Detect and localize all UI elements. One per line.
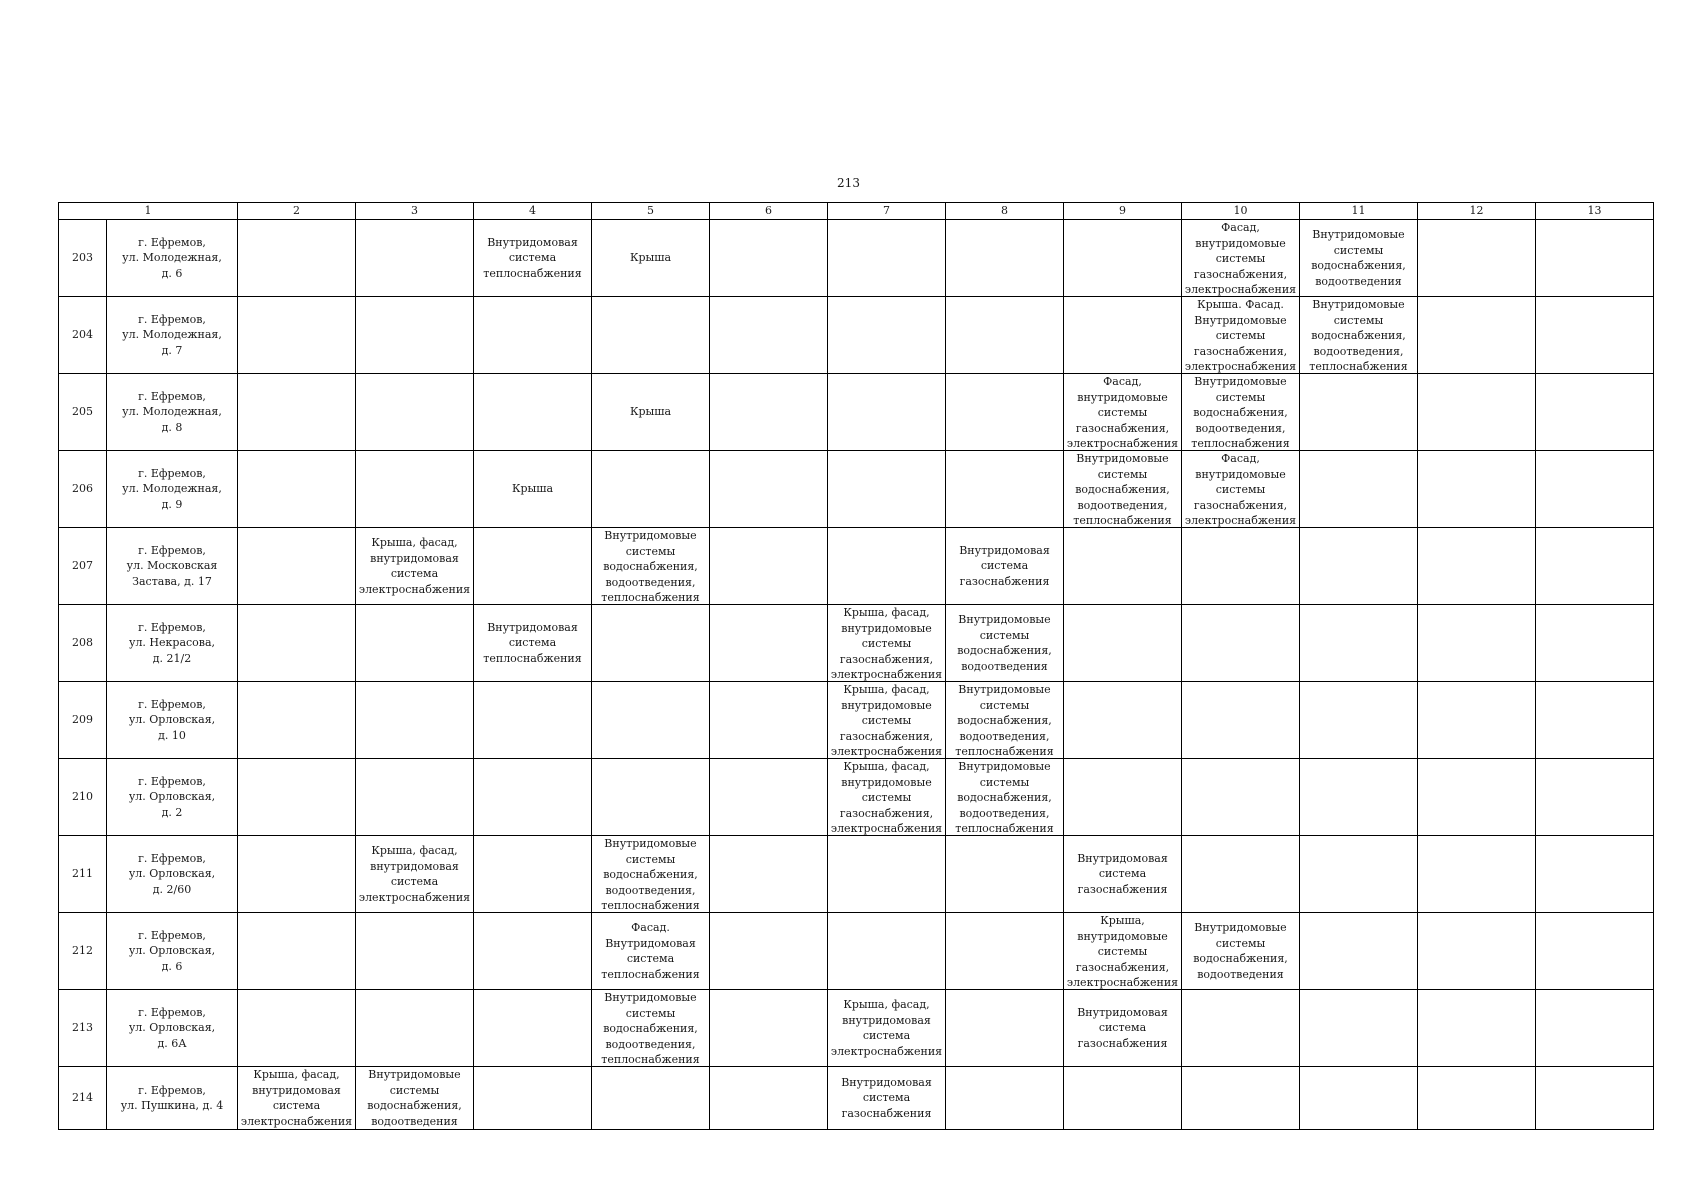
cell-text: Крыша [511, 482, 554, 496]
cell-col-9 [1064, 297, 1182, 374]
cell-col-5 [592, 990, 710, 1067]
cell-col-4 [474, 836, 592, 913]
cell-text: г. Ефремов, ул. Молодежная, д. 8 [122, 389, 222, 434]
table-row [59, 759, 1654, 836]
cell-col-5 [592, 682, 710, 759]
row-number-cell [59, 682, 107, 759]
column-header-11: 11 [1300, 203, 1418, 220]
cell-col-6 [710, 682, 828, 759]
cell-col-3 [356, 913, 474, 990]
cell-col-4 [474, 682, 592, 759]
cell-text: Крыша, внутридомовые системы газоснабжения, электроснабжения [1066, 914, 1179, 989]
cell-col-8 [946, 528, 1064, 605]
cell-col-12 [1418, 1067, 1536, 1130]
cell-text: Крыша. Фасад. Внутридомовые системы газоснабжения, электроснабжения [1184, 298, 1297, 373]
cell-col-4 [474, 759, 592, 836]
cell-col-11 [1300, 1067, 1418, 1130]
cell-col-4 [474, 990, 592, 1067]
cell-col-13 [1536, 605, 1654, 682]
cell-text: Внутридомовая система теплоснабжения [483, 620, 582, 665]
cell-col-10 [1182, 374, 1300, 451]
cell-text: г. Ефремов, ул. Молодежная, д. 7 [122, 312, 222, 357]
cell-col-13 [1536, 374, 1654, 451]
column-header-6: 6 [710, 203, 828, 220]
cell-text: 211 [72, 867, 93, 881]
cell-col-8 [946, 836, 1064, 913]
address-cell [107, 220, 238, 297]
cell-col-6 [710, 1067, 828, 1130]
cell-col-5 [592, 759, 710, 836]
cell-col-7 [828, 1067, 946, 1130]
cell-col-5 [592, 220, 710, 297]
cell-col-5 [592, 605, 710, 682]
cell-col-7 [828, 528, 946, 605]
cell-col-8 [946, 1067, 1064, 1130]
cell-col-6 [710, 913, 828, 990]
cell-col-12 [1418, 220, 1536, 297]
table-row [59, 990, 1654, 1067]
cell-col-13 [1536, 836, 1654, 913]
cell-col-13 [1536, 759, 1654, 836]
table-row [59, 836, 1654, 913]
cell-col-7 [828, 913, 946, 990]
cell-col-9 [1064, 605, 1182, 682]
column-header-7: 7 [828, 203, 946, 220]
cell-col-13 [1536, 220, 1654, 297]
cell-col-4 [474, 220, 592, 297]
cell-col-13 [1536, 682, 1654, 759]
cell-col-3 [356, 220, 474, 297]
cell-text: Крыша, фасад, внутридомовые системы газоснабжения, электроснабжения [830, 683, 943, 758]
cell-col-9 [1064, 1067, 1182, 1130]
cell-col-3 [356, 836, 474, 913]
cell-col-5 [592, 836, 710, 913]
cell-text: 205 [72, 405, 93, 419]
cell-col-2 [238, 836, 356, 913]
cell-text: Крыша [629, 405, 672, 419]
cell-text: Внутридомовые системы водоснабжения, водоотведения [957, 613, 1052, 673]
cell-col-9 [1064, 759, 1182, 836]
cell-text: Фасад, внутридомовые системы газоснабжения, электроснабжения [1184, 221, 1297, 296]
cell-col-3 [356, 759, 474, 836]
cell-text: г. Ефремов, ул. Орловская, д. 6А [128, 1005, 216, 1050]
cell-col-8 [946, 913, 1064, 990]
cell-col-12 [1418, 374, 1536, 451]
cell-col-4 [474, 1067, 592, 1130]
cell-col-9 [1064, 836, 1182, 913]
address-cell [107, 528, 238, 605]
cell-col-6 [710, 990, 828, 1067]
cell-col-11 [1300, 374, 1418, 451]
cell-col-5 [592, 297, 710, 374]
cell-text: Внутридомовые системы водоснабжения, водоотведения, теплоснабжения [1191, 375, 1290, 450]
column-header-3: 3 [356, 203, 474, 220]
row-number-cell [59, 759, 107, 836]
column-header-10: 10 [1182, 203, 1300, 220]
cell-col-12 [1418, 605, 1536, 682]
cell-col-3 [356, 528, 474, 605]
address-cell [107, 913, 238, 990]
repair-schedule-table [58, 202, 1654, 1130]
cell-col-11 [1300, 682, 1418, 759]
cell-col-9 [1064, 528, 1182, 605]
column-header-8: 8 [946, 203, 1064, 220]
cell-col-11 [1300, 990, 1418, 1067]
column-header-13: 13 [1536, 203, 1654, 220]
column-header-12: 12 [1418, 203, 1536, 220]
cell-col-2 [238, 1067, 356, 1130]
cell-text: Внутридомовая система теплоснабжения [483, 235, 582, 280]
cell-col-3 [356, 605, 474, 682]
cell-col-12 [1418, 682, 1536, 759]
cell-col-11 [1300, 836, 1418, 913]
cell-text: г. Ефремов, ул. Орловская, д. 10 [128, 697, 216, 742]
cell-col-13 [1536, 451, 1654, 528]
cell-text: г. Ефремов, ул. Орловская, д. 2/60 [128, 851, 216, 896]
cell-col-13 [1536, 990, 1654, 1067]
cell-col-8 [946, 605, 1064, 682]
cell-col-7 [828, 374, 946, 451]
cell-text: г. Ефремов, ул. Орловская, д. 2 [128, 774, 216, 819]
table-row [59, 605, 1654, 682]
cell-col-9 [1064, 682, 1182, 759]
cell-col-4 [474, 913, 592, 990]
cell-text: г. Ефремов, ул. Некрасова, д. 21/2 [128, 620, 216, 665]
address-cell [107, 297, 238, 374]
cell-text: Внутридомовые системы водоснабжения, водоотведения [1311, 228, 1406, 288]
cell-col-7 [828, 605, 946, 682]
cell-col-12 [1418, 528, 1536, 605]
cell-col-6 [710, 374, 828, 451]
cell-col-8 [946, 297, 1064, 374]
cell-col-6 [710, 836, 828, 913]
cell-text: Внутридомовая система газоснабжения [1077, 851, 1168, 896]
cell-col-2 [238, 605, 356, 682]
cell-text: 209 [72, 713, 93, 727]
cell-col-7 [828, 759, 946, 836]
page-number: 213 [837, 176, 860, 190]
cell-col-12 [1418, 913, 1536, 990]
address-cell [107, 1067, 238, 1130]
cell-col-10 [1182, 759, 1300, 836]
row-number-cell [59, 605, 107, 682]
cell-text: 208 [72, 636, 93, 650]
column-header-2: 2 [238, 203, 356, 220]
cell-col-5 [592, 913, 710, 990]
cell-col-12 [1418, 759, 1536, 836]
cell-text: Внутридомовая система газоснабжения [841, 1075, 932, 1120]
cell-col-8 [946, 759, 1064, 836]
table-row [59, 528, 1654, 605]
row-number-cell [59, 297, 107, 374]
cell-col-3 [356, 297, 474, 374]
cell-text: Внутридомовые системы водоснабжения, водоотведения, теплоснабжения [1309, 298, 1408, 373]
cell-col-7 [828, 297, 946, 374]
cell-col-12 [1418, 836, 1536, 913]
cell-col-6 [710, 605, 828, 682]
cell-col-13 [1536, 528, 1654, 605]
cell-col-4 [474, 451, 592, 528]
address-cell [107, 605, 238, 682]
cell-col-11 [1300, 451, 1418, 528]
cell-col-12 [1418, 297, 1536, 374]
cell-col-10 [1182, 836, 1300, 913]
cell-col-8 [946, 374, 1064, 451]
column-header-9: 9 [1064, 203, 1182, 220]
cell-col-7 [828, 990, 946, 1067]
cell-col-3 [356, 374, 474, 451]
row-number-cell [59, 913, 107, 990]
cell-col-11 [1300, 220, 1418, 297]
cell-col-8 [946, 990, 1064, 1067]
row-number-cell [59, 220, 107, 297]
cell-text: 206 [72, 482, 93, 496]
cell-col-2 [238, 528, 356, 605]
cell-col-7 [828, 682, 946, 759]
cell-col-9 [1064, 913, 1182, 990]
cell-col-2 [238, 451, 356, 528]
cell-text: Крыша [629, 251, 672, 265]
address-cell [107, 451, 238, 528]
cell-col-5 [592, 374, 710, 451]
cell-col-4 [474, 297, 592, 374]
cell-col-10 [1182, 528, 1300, 605]
cell-text: Внутридомовые системы водоснабжения, водоотведения [1193, 921, 1288, 981]
cell-col-2 [238, 297, 356, 374]
cell-col-11 [1300, 297, 1418, 374]
column-header-5: 5 [592, 203, 710, 220]
cell-col-5 [592, 1067, 710, 1130]
cell-text: 214 [72, 1091, 93, 1105]
cell-col-7 [828, 220, 946, 297]
cell-text: Крыша, фасад, внутридомовые системы газоснабжения, электроснабжения [830, 760, 943, 835]
row-number-cell [59, 374, 107, 451]
cell-col-12 [1418, 451, 1536, 528]
row-number-cell [59, 990, 107, 1067]
address-cell [107, 374, 238, 451]
cell-col-2 [238, 913, 356, 990]
cell-text: Внутридомовые системы водоснабжения, водоотведения, теплоснабжения [955, 683, 1054, 758]
table-body [59, 220, 1654, 1130]
row-number-cell [59, 451, 107, 528]
cell-text: Фасад, внутридомовые системы газоснабжения, электроснабжения [1184, 452, 1297, 527]
cell-text: г. Ефремов, ул. Орловская, д. 6 [128, 928, 216, 973]
cell-text: Фасад. Внутридомовая система теплоснабжения [601, 921, 700, 981]
address-cell [107, 759, 238, 836]
cell-col-11 [1300, 605, 1418, 682]
address-cell [107, 836, 238, 913]
cell-text: Внутридомовые системы водоснабжения, водоотведения [367, 1068, 462, 1128]
cell-col-4 [474, 528, 592, 605]
cell-text: Внутридомовая система газоснабжения [1077, 1005, 1168, 1050]
cell-text: г. Ефремов, ул. Московская Застава, д. 17 [126, 543, 218, 588]
cell-text: 207 [72, 559, 93, 573]
cell-text: Внутридомовая система газоснабжения [959, 543, 1050, 588]
cell-text: 204 [72, 328, 93, 342]
cell-col-10 [1182, 682, 1300, 759]
cell-col-3 [356, 990, 474, 1067]
cell-col-10 [1182, 605, 1300, 682]
cell-text: г. Ефремов, ул. Молодежная, д. 6 [122, 235, 222, 280]
column-header-1: 1 [59, 203, 238, 220]
cell-col-7 [828, 451, 946, 528]
cell-col-2 [238, 220, 356, 297]
cell-col-9 [1064, 451, 1182, 528]
cell-col-11 [1300, 528, 1418, 605]
cell-col-7 [828, 836, 946, 913]
column-header-4: 4 [474, 203, 592, 220]
cell-col-9 [1064, 374, 1182, 451]
cell-col-2 [238, 682, 356, 759]
cell-text: Внутридомовые системы водоснабжения, водоотведения, теплоснабжения [601, 837, 700, 912]
cell-col-10 [1182, 297, 1300, 374]
cell-text: 210 [72, 790, 93, 804]
cell-col-10 [1182, 990, 1300, 1067]
table-row [59, 1067, 1654, 1130]
cell-text: г. Ефремов, ул. Молодежная, д. 9 [122, 466, 222, 511]
table-row [59, 220, 1654, 297]
cell-col-3 [356, 451, 474, 528]
table-row [59, 682, 1654, 759]
cell-col-10 [1182, 913, 1300, 990]
cell-col-13 [1536, 297, 1654, 374]
row-number-cell [59, 836, 107, 913]
row-number-cell [59, 1067, 107, 1130]
cell-text: Внутридомовые системы водоснабжения, водоотведения, теплоснабжения [955, 760, 1054, 835]
address-cell [107, 682, 238, 759]
cell-col-6 [710, 297, 828, 374]
cell-col-9 [1064, 220, 1182, 297]
table-row [59, 451, 1654, 528]
cell-text: 212 [72, 944, 93, 958]
cell-text: Внутридомовые системы водоснабжения, водоотведения, теплоснабжения [601, 991, 700, 1066]
cell-col-5 [592, 528, 710, 605]
cell-col-6 [710, 528, 828, 605]
cell-text: Крыша, фасад, внутридомовая система электроснабжения [830, 998, 943, 1058]
cell-text: Крыша, фасад, внутридомовая система электроснабжения [358, 844, 471, 904]
cell-col-2 [238, 374, 356, 451]
cell-text: Крыша, фасад, внутридомовые системы газоснабжения, электроснабжения [830, 606, 943, 681]
cell-col-10 [1182, 220, 1300, 297]
cell-text: 213 [72, 1021, 93, 1035]
cell-col-4 [474, 374, 592, 451]
cell-text: Крыша, фасад, внутридомовая система электроснабжения [358, 536, 471, 596]
cell-col-11 [1300, 913, 1418, 990]
row-number-cell [59, 528, 107, 605]
address-cell [107, 990, 238, 1067]
table-row [59, 297, 1654, 374]
cell-col-9 [1064, 990, 1182, 1067]
table-header [59, 203, 1654, 220]
cell-text: Внутридомовые системы водоснабжения, водоотведения, теплоснабжения [1073, 452, 1172, 527]
cell-text: г. Ефремов, ул. Пушкина, д. 4 [120, 1083, 224, 1112]
cell-col-5 [592, 451, 710, 528]
table-row [59, 374, 1654, 451]
cell-col-8 [946, 682, 1064, 759]
cell-col-10 [1182, 451, 1300, 528]
cell-col-6 [710, 759, 828, 836]
cell-col-2 [238, 990, 356, 1067]
cell-col-6 [710, 220, 828, 297]
cell-col-3 [356, 682, 474, 759]
cell-text: Крыша, фасад, внутридомовая система электроснабжения [240, 1068, 353, 1128]
cell-text: Фасад, внутридомовые системы газоснабжения, электроснабжения [1066, 375, 1179, 450]
cell-col-4 [474, 605, 592, 682]
cell-text: Внутридомовые системы водоснабжения, водоотведения, теплоснабжения [601, 529, 700, 604]
cell-col-8 [946, 220, 1064, 297]
cell-col-8 [946, 451, 1064, 528]
cell-col-12 [1418, 990, 1536, 1067]
cell-col-13 [1536, 913, 1654, 990]
cell-col-10 [1182, 1067, 1300, 1130]
cell-col-11 [1300, 759, 1418, 836]
cell-col-13 [1536, 1067, 1654, 1130]
cell-col-6 [710, 451, 828, 528]
cell-col-2 [238, 759, 356, 836]
cell-text: 203 [72, 251, 93, 265]
table-row [59, 913, 1654, 990]
cell-col-3 [356, 1067, 474, 1130]
